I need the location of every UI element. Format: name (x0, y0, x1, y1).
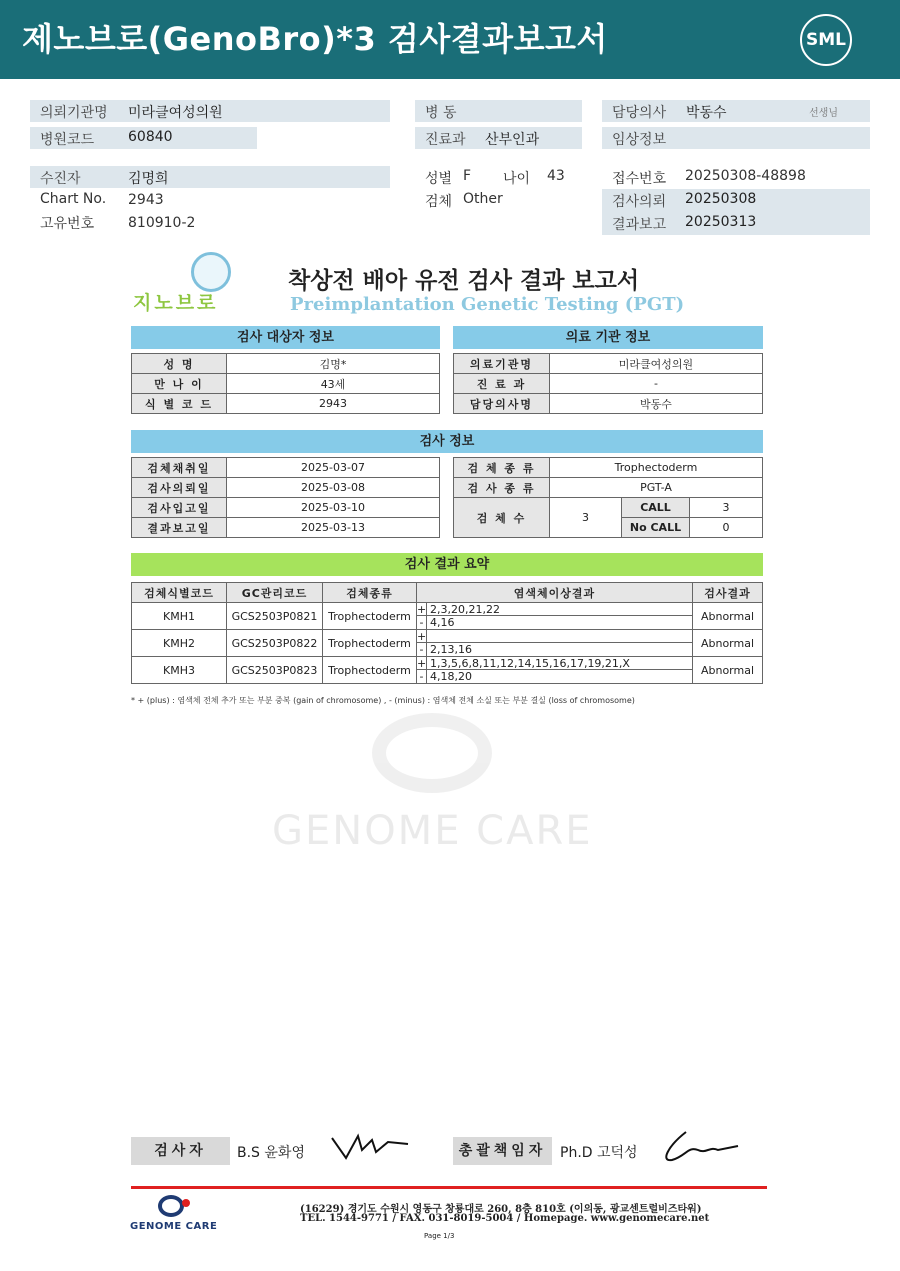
ward-row (415, 100, 582, 122)
age-label: 나이 (503, 171, 531, 187)
report-value: 20250313 (685, 214, 757, 230)
col-result: 검사결과 (693, 583, 763, 603)
patient-row (30, 166, 390, 188)
doctor-suffix: 선생님 (809, 108, 838, 119)
specimen-type-cell: Trophectoderm (323, 657, 417, 684)
genobro-brand-logo (133, 252, 243, 312)
subject-info-table (131, 353, 440, 414)
chromosome-cell (417, 630, 693, 657)
chromosome-cell (417, 657, 693, 684)
col-specimen-type: 검체종류 (323, 583, 417, 603)
subject-age-label: 만 나 이 (132, 374, 227, 394)
request-date-label: 검사의뢰일 (132, 478, 227, 498)
test-specimen-table (453, 457, 763, 538)
footer-logo-text: GENOME CARE (130, 1221, 218, 1232)
request-date: 2025-03-08 (227, 478, 440, 498)
sex-label: 성별 (425, 171, 453, 187)
hospital-code-value: 60840 (128, 129, 173, 145)
col-gc-code: GC관리코드 (227, 583, 323, 603)
page-number: Page 1/3 (424, 1232, 455, 1240)
plus-chromosomes: 1,3,5,6,8,11,12,14,15,16,17,19,21,X (430, 657, 630, 670)
genome-care-logo (130, 1195, 225, 1237)
table-row (132, 603, 763, 630)
result-cell: Abnormal (693, 630, 763, 657)
report-date-label: 결과보고일 (132, 518, 227, 538)
plus-line (417, 630, 692, 643)
minus-line (417, 670, 692, 683)
sml-logo: SML (800, 14, 852, 66)
nocall-value: 0 (690, 518, 763, 538)
institution-row (30, 100, 390, 122)
receive-date: 2025-03-10 (227, 498, 440, 518)
plus-sign: + (417, 657, 427, 670)
subject-name: 김명* (227, 354, 440, 374)
tester-name: B.S 윤화영 (237, 1145, 305, 1161)
test-dates-table (131, 457, 440, 538)
specimen-type-label: 검 체 종 류 (454, 458, 550, 478)
specimen-id-cell: KMH1 (132, 603, 227, 630)
subject-info-heading: 검사 대상자 정보 (131, 326, 440, 349)
call-label: CALL (622, 498, 690, 518)
request-report-block (602, 189, 870, 235)
inst-dept-label: 진 료 과 (454, 374, 550, 394)
inst-dept: - (550, 374, 763, 394)
minus-sign: - (417, 616, 427, 629)
specimen-label: 검체 (425, 194, 453, 210)
doctor-row (602, 100, 870, 122)
patient-label: 수진자 (40, 171, 81, 187)
request-label: 검사의뢰 (612, 194, 667, 210)
inst-doctor: 박동수 (550, 394, 763, 414)
footer-contact: TEL. 1544-9771 / FAX. 031-8019-5004 / Homepage. www.genomecare.net (300, 1213, 710, 1224)
subject-name-label: 성 명 (132, 354, 227, 374)
minus-chromosomes: 4,16 (430, 616, 455, 629)
id-value: 810910-2 (128, 215, 196, 231)
report-date: 2025-03-13 (227, 518, 440, 538)
director-label: 총괄책임자 (453, 1137, 552, 1165)
minus-sign: - (417, 670, 427, 683)
result-cell: Abnormal (693, 657, 763, 684)
summary-heading: 검사 결과 요약 (131, 553, 763, 576)
collect-date-label: 검체채취일 (132, 458, 227, 478)
summary-footnote: * + (plus) : 염색체 전체 추가 또는 부분 중복 (gain of chromosome) , - (minus) : 염색체 전체 소실 또는 부분 결실 (loss of chromosome) (131, 696, 635, 705)
institution-value: 미라클여성의원 (128, 105, 223, 121)
inst-name-label: 의료기관명 (454, 354, 550, 374)
clinical-row (602, 127, 870, 149)
receipt-value: 20250308-48898 (685, 168, 806, 184)
gc-code-cell: GCS2503P0821 (227, 603, 323, 630)
specimen-type: Trophectoderm (550, 458, 763, 478)
tester-label: 검사자 (131, 1137, 230, 1165)
report-title-korean: 착상전 배아 유전 검사 결과 보고서 (288, 268, 640, 294)
clinical-label: 임상정보 (612, 132, 667, 148)
tester-signature (328, 1130, 412, 1164)
gc-code-cell: GCS2503P0822 (227, 630, 323, 657)
specimen-type-cell: Trophectoderm (323, 630, 417, 657)
gc-code-cell: GCS2503P0823 (227, 657, 323, 684)
hospital-code-row (30, 127, 257, 149)
watermark-logo-icon (372, 713, 492, 793)
dna-circle-icon (191, 252, 231, 292)
table-row (132, 657, 763, 684)
report-title-english: Preimplantation Genetic Testing (PGT) (290, 294, 685, 315)
minus-line (417, 616, 692, 629)
director-name: Ph.D 고덕성 (560, 1145, 638, 1161)
count-value: 3 (550, 498, 622, 538)
test-type: PGT-A (550, 478, 763, 498)
footer-divider (131, 1186, 767, 1189)
subject-code: 2943 (227, 394, 440, 414)
report-label: 결과보고 (612, 217, 667, 233)
plus-chromosomes: 2,3,20,21,22 (430, 603, 500, 616)
department-row (415, 127, 582, 149)
genome-care-dot-icon (182, 1199, 190, 1207)
watermark-text: GENOME CARE (272, 808, 593, 854)
receipt-label: 접수번호 (612, 171, 667, 187)
sex-value: F (463, 168, 472, 184)
summary-table (131, 582, 763, 684)
department-label: 진료과 (425, 132, 466, 148)
inst-name: 미라클여성의원 (550, 354, 763, 374)
doctor-value: 박동수 (686, 105, 727, 121)
brand-name: 지노브로 (133, 292, 219, 314)
doctor-label: 담당의사 (612, 105, 667, 121)
specimen-type-cell: Trophectoderm (323, 603, 417, 630)
plus-sign: + (417, 603, 427, 616)
plus-line (417, 603, 692, 616)
test-info-heading: 검사 정보 (131, 430, 763, 453)
receive-date-label: 검사입고일 (132, 498, 227, 518)
header-bar (0, 0, 900, 79)
subject-code-label: 식 별 코 드 (132, 394, 227, 414)
id-label: 고유번호 (40, 216, 95, 232)
minus-chromosomes: 4,18,20 (430, 670, 472, 683)
result-cell: Abnormal (693, 603, 763, 630)
minus-sign: - (417, 643, 427, 656)
ward-label: 병 동 (425, 105, 457, 121)
table-row (132, 630, 763, 657)
chromosome-cell (417, 603, 693, 630)
hospital-code-label: 병원코드 (40, 132, 95, 148)
chart-label: Chart No. (40, 191, 107, 207)
nocall-label: No CALL (622, 518, 690, 538)
genome-care-g-icon (158, 1195, 184, 1217)
specimen-id-cell: KMH2 (132, 630, 227, 657)
genome-care-watermark (272, 708, 632, 858)
col-chromosome: 염색체이상결과 (417, 583, 693, 603)
patient-value: 김명희 (128, 171, 169, 187)
chart-value: 2943 (128, 192, 164, 208)
specimen-value: Other (463, 191, 503, 207)
institution-label: 의뢰기관명 (40, 105, 108, 121)
plus-chromosomes (427, 630, 430, 642)
department-value: 산부인과 (485, 132, 540, 148)
footer-address: (16229) 경기도 수원시 영동구 창룡대로 260, 8층 810호 (이의동, 광교센트럴비즈타워) (300, 1204, 702, 1215)
page-title: 제노브로(GenoBro)*3 검사결과보고서 (22, 20, 608, 58)
collect-date: 2025-03-07 (227, 458, 440, 478)
specimen-id-cell: KMH3 (132, 657, 227, 684)
plus-line (417, 657, 692, 670)
inst-doctor-label: 담당의사명 (454, 394, 550, 414)
institution-info-heading: 의료 기관 정보 (453, 326, 763, 349)
institution-info-table (453, 353, 763, 414)
age-value: 43 (547, 168, 565, 184)
count-label: 검 체 수 (454, 498, 550, 538)
minus-line (417, 643, 692, 656)
director-signature (658, 1128, 742, 1166)
test-type-label: 검 사 종 류 (454, 478, 550, 498)
call-value: 3 (690, 498, 763, 518)
minus-chromosomes: 2,13,16 (430, 643, 472, 656)
request-value: 20250308 (685, 191, 757, 207)
plus-sign: + (417, 630, 427, 643)
col-specimen-id: 검체식별코드 (132, 583, 227, 603)
subject-age: 43세 (227, 374, 440, 394)
